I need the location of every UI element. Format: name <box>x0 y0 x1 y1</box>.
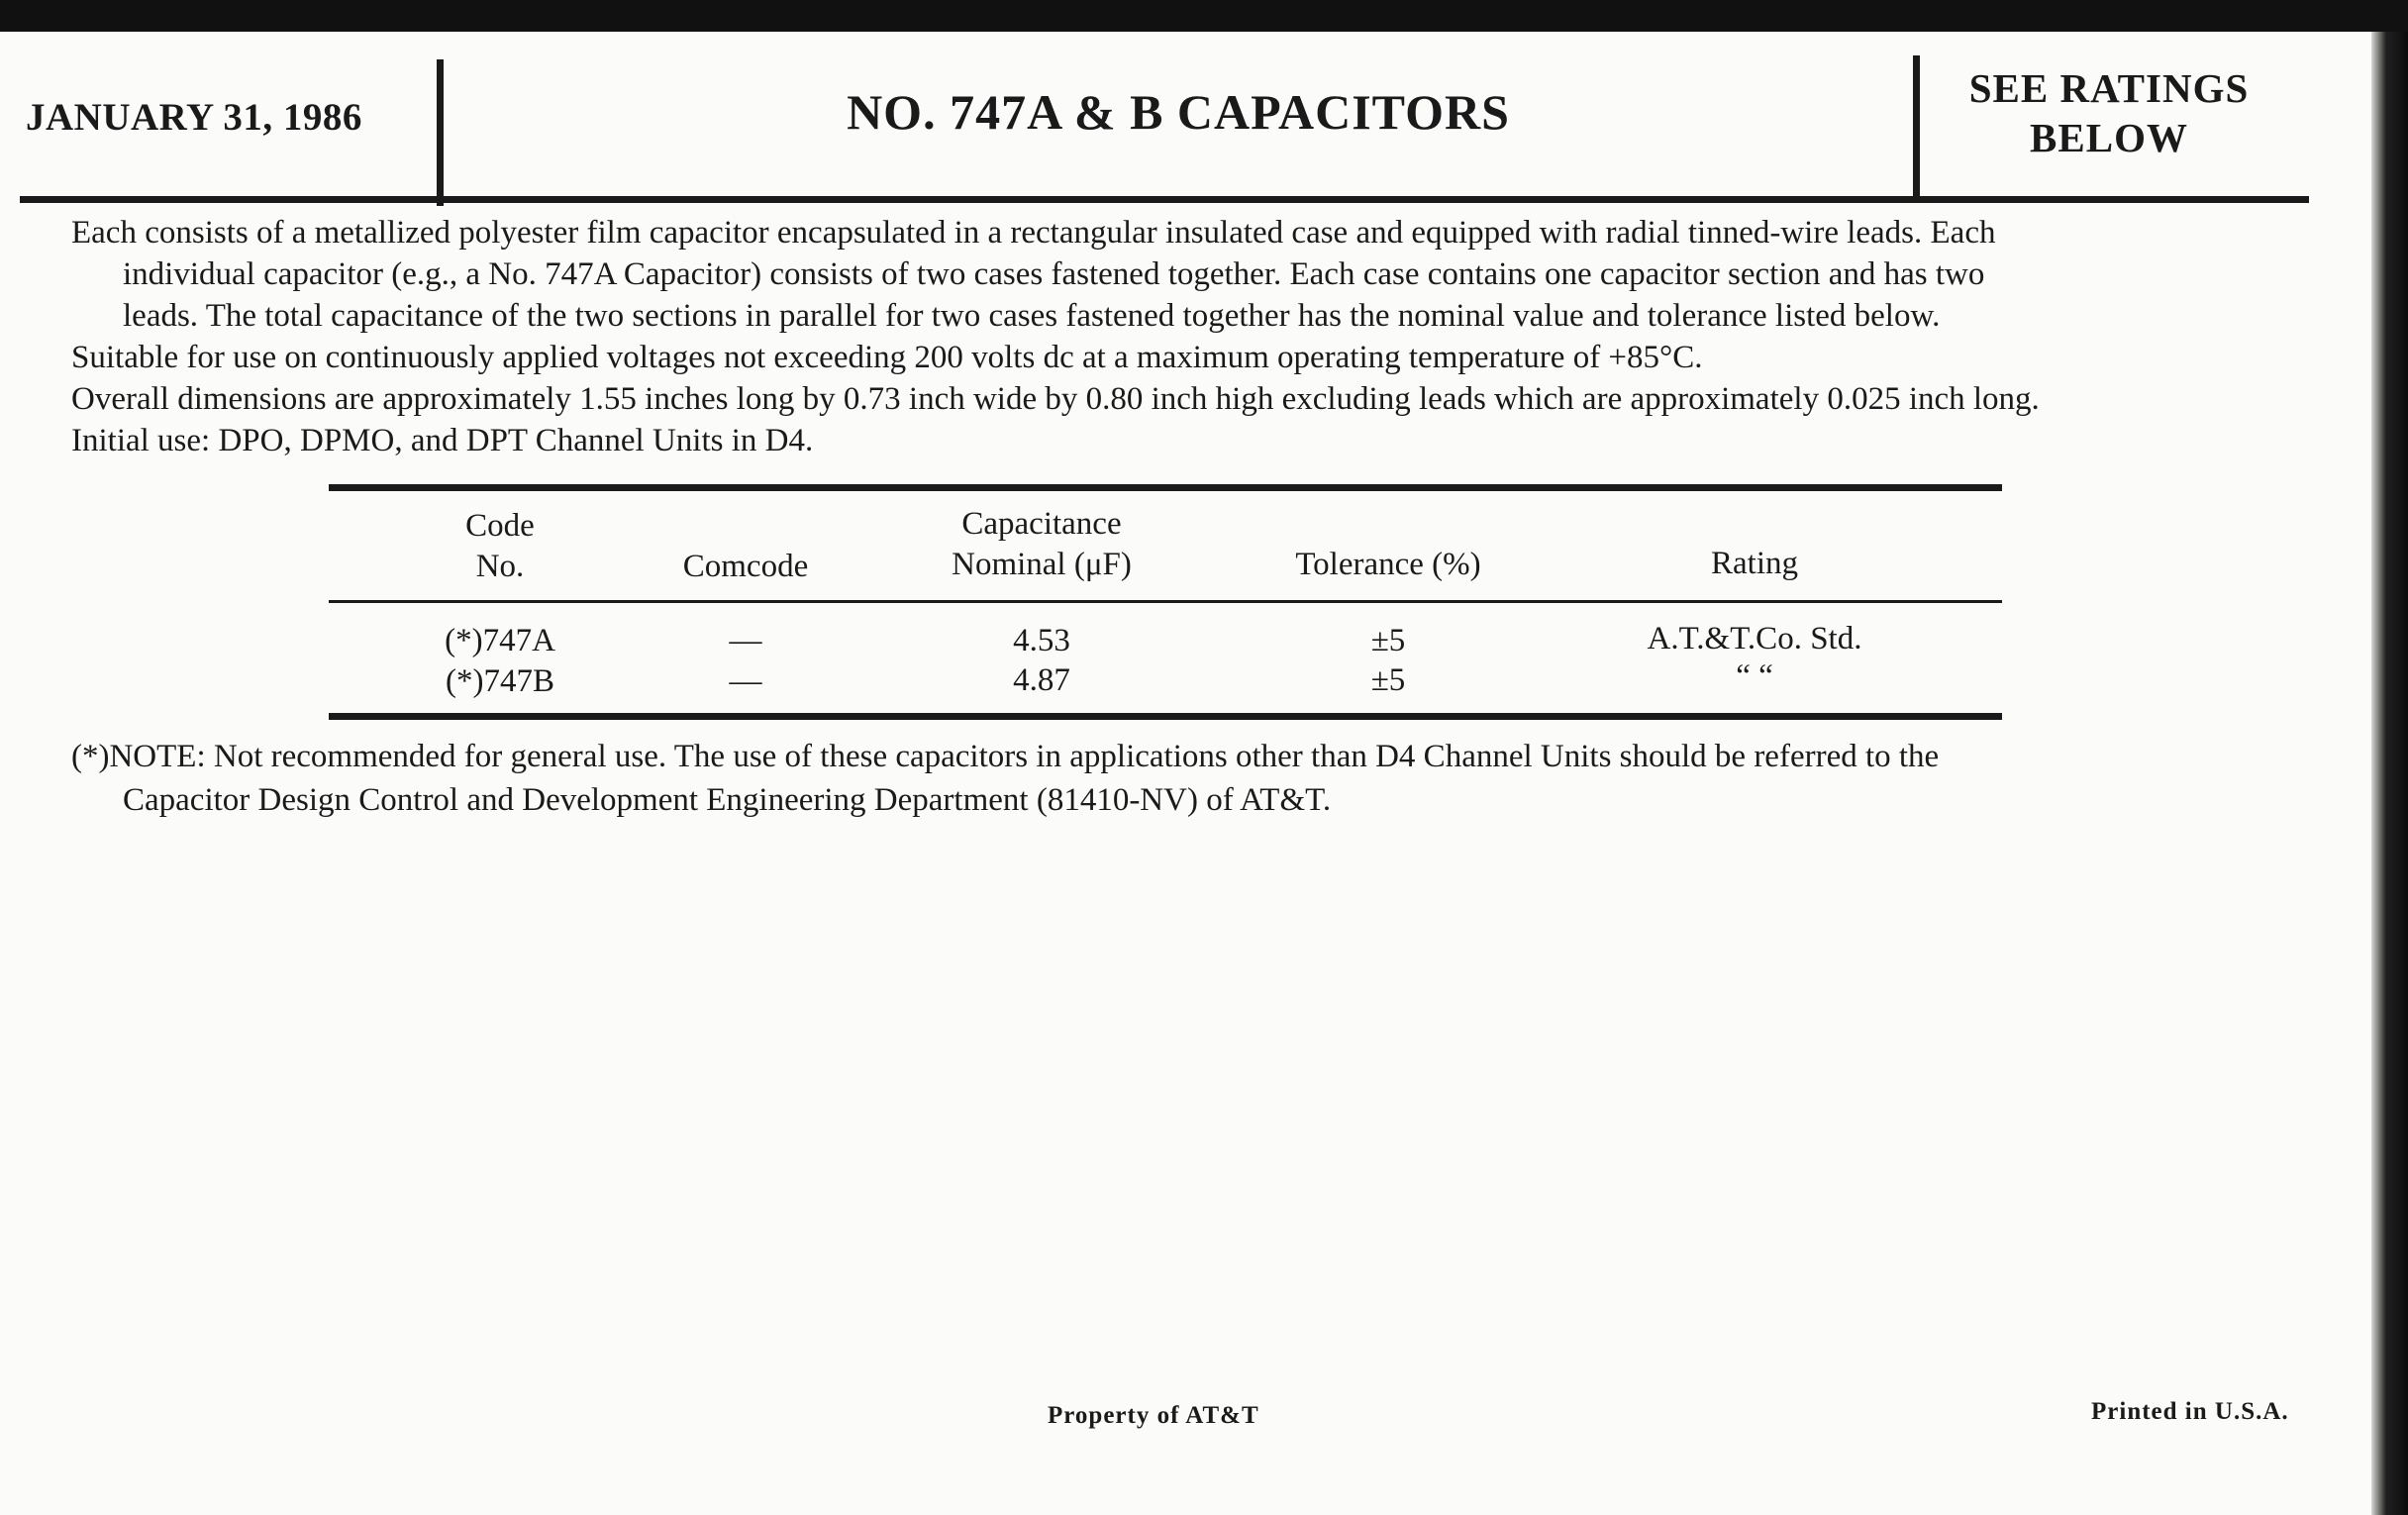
printed-notice: Printed in U.S.A. <box>2091 1398 2289 1425</box>
description-line-1: Each consists of a metallized polyester film capacitor encapsulated in a rectangular insulated case and equipped with radial tinned-wire leads. Each <box>71 215 1996 251</box>
row-tolerance: ±5 <box>1370 623 1406 658</box>
table-top-rule <box>329 484 2002 491</box>
voltage-rating-text: Suitable for use on continuously applied voltages not exceeding 200 volts dc at a maximum operating temperature of +85°C. <box>71 340 1703 375</box>
usage-note-line2: Capacitor Design Control and Development Engineering Department (81410-NV) of AT&T. <box>123 782 1332 818</box>
page-title: NO. 747A & B CAPACITORS <box>847 84 1510 140</box>
property-notice: Property of AT&T <box>1048 1402 1259 1429</box>
header-tolerance: Tolerance (%) <box>1295 547 1481 582</box>
description-paragraph <box>71 212 2259 337</box>
row-tolerance: ±5 <box>1370 662 1406 698</box>
card-edge-shadow <box>2371 32 2408 1515</box>
header-code-line2: No. <box>475 549 525 584</box>
description-line-2: individual capacitor (e.g., a No. 747A Capacitor) consists of two cases fastened together. Each case contains one capacitor section and has two <box>123 256 1985 292</box>
header-comcode: Comcode <box>682 549 809 584</box>
header-capacitance <box>893 504 1190 585</box>
dimensions-text: Overall dimensions are approximately 1.55 inches long by 0.73 inch wide by 0.80 inch high excluding leads which are approximately 0.025 inch long. <box>71 381 2040 417</box>
row-rating: A.T.&T.Co. Std. <box>1647 621 1862 656</box>
header-code <box>401 506 599 587</box>
usage-note <box>71 735 2311 822</box>
row-code: (*)747A <box>445 623 555 658</box>
header-rating: Rating <box>1711 546 1798 581</box>
rating-note <box>1921 63 2297 162</box>
row-capacitance: 4.53 <box>1013 623 1070 658</box>
table-header-rule <box>329 600 2002 603</box>
description <box>71 212 2259 461</box>
header-code-line1: Code <box>465 508 535 544</box>
header-divider-right <box>1913 55 1920 198</box>
header-capacitance-line2: Nominal (μF) <box>952 547 1132 582</box>
row-capacitance: 4.87 <box>1013 662 1070 698</box>
row-comcode: — <box>729 663 762 699</box>
rating-note-line1: SEE RATINGS <box>1968 65 2250 111</box>
description-line-3: leads. The total capacitance of the two sections in parallel for two cases fastened together has the nominal value and tolerance listed below. <box>123 298 1941 334</box>
initial-use-text: Initial use: DPO, DPMO, and DPT Channel Units in D4. <box>71 423 814 458</box>
rating-note-line2: BELOW <box>2030 115 2188 160</box>
row-code: (*)747B <box>446 663 554 699</box>
header-capacitance-line1: Capacitance <box>961 506 1122 542</box>
header-rule <box>20 196 2309 203</box>
usage-note-line1: (*)NOTE: Not recommended for general use. The use of these capacitors in applications other than D4 Channel Units should be referred to the <box>71 739 1940 774</box>
issue-date: JANUARY 31, 1986 <box>26 96 362 139</box>
table-bottom-rule <box>329 713 2002 720</box>
row-comcode: — <box>729 623 762 658</box>
row-rating: “ “ <box>1736 658 1773 694</box>
